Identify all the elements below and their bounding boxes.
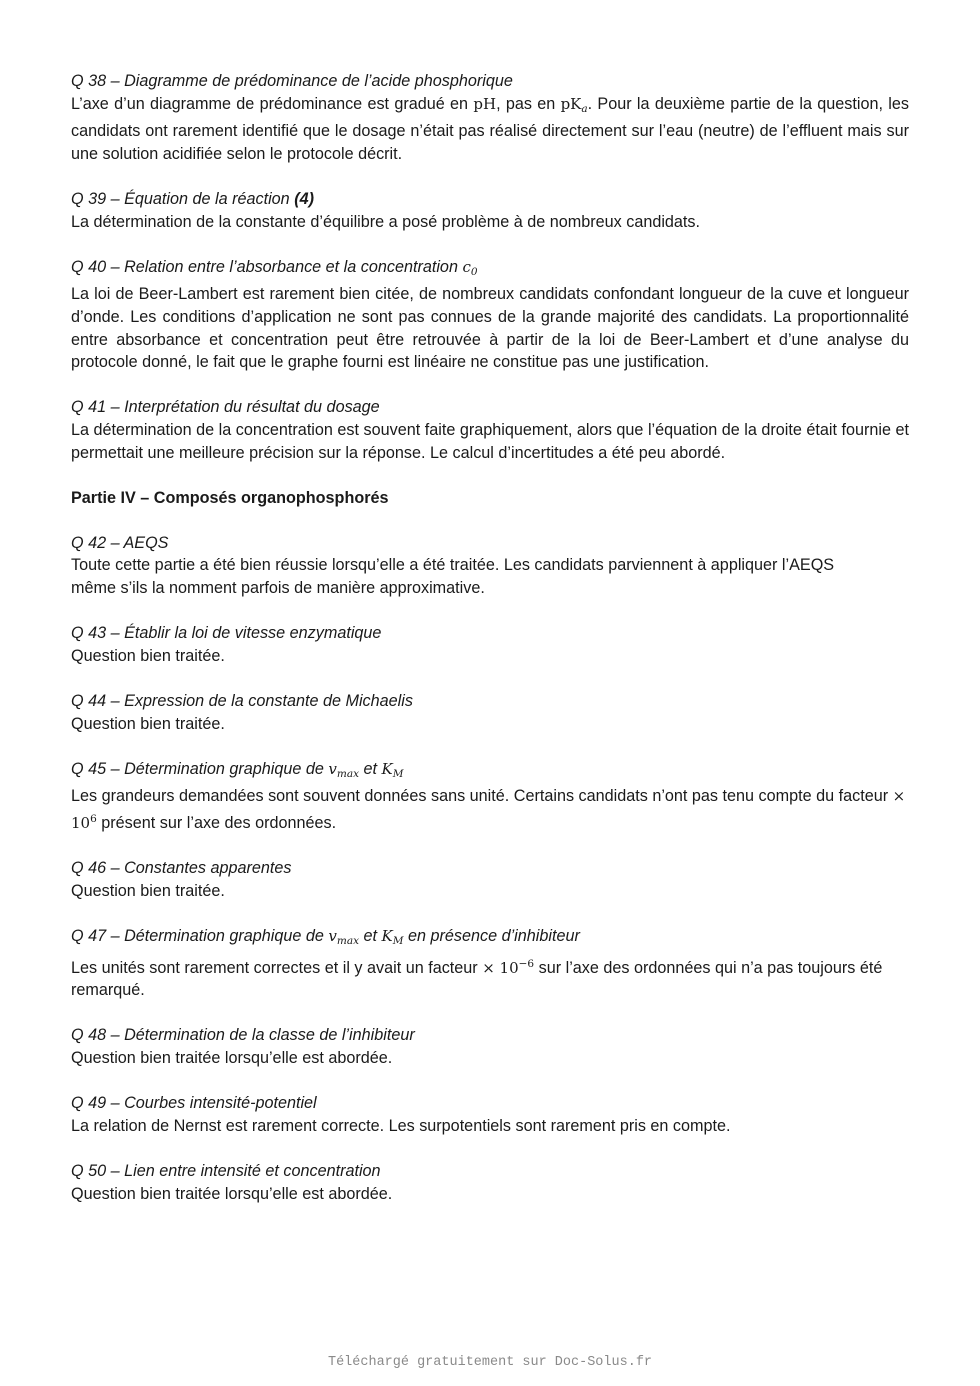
question-body-q42: Toute cette partie a été bien réussie lorsqu’elle a été traitée. Les candidats parviennent à appliquer l’AEQS même s’ils la nomment parfois de manière approximative. — [71, 556, 835, 598]
title-text: Q 39 – Équation de la réaction — [71, 189, 295, 208]
math-km-sub: M — [392, 934, 404, 947]
section-q45 — [71, 758, 909, 835]
question-title-q39 — [71, 188, 909, 211]
body-text: sur l’axe des ordonnées qui n’a pas toujours été remarqué. — [71, 958, 883, 1000]
math-km-base: K — [381, 759, 393, 778]
body-text: L’axe d’un diagramme de prédominance est gradué en — [71, 94, 474, 113]
math-factor — [482, 959, 534, 977]
question-body-q38 — [71, 93, 909, 166]
title-text: en présence d’inhibiteur — [403, 926, 580, 945]
question-title-q45 — [71, 758, 909, 786]
math-c0 — [462, 258, 477, 276]
question-body-q48: Question bien traitée lorsqu’elle est abordée. — [71, 1048, 393, 1067]
math-factor-exp: 6 — [90, 813, 97, 825]
math-km — [382, 760, 404, 778]
question-body-q43: Question bien traitée. — [71, 646, 225, 665]
math-km-sub: M — [392, 767, 404, 780]
math-pka-base: pK — [560, 94, 582, 113]
section-q39 — [71, 188, 909, 233]
question-body-q40: La loi de Beer-Lambert est rarement bien citée, de nombreux candidats confondant longueur de la cuve et longueur d’onde. Les conditions d’application ne sont pas connues de la grande majorité des candidats. La proportionnalité entre absorbance et concentration peut être retrouvée à partir de la loi de Beer-Lambert et d’une analyse du protocole donné, le fait que le graphe fourni est linéaire ne constitue pas une justification. — [71, 285, 909, 372]
title-text: Q 40 – Relation entre l’absorbance et la concentration — [71, 257, 463, 276]
section-q47 — [71, 925, 909, 1002]
math-vmax-sub: max — [336, 934, 359, 947]
math-vmax-sub: max — [336, 767, 359, 780]
math-factor-base: × 10 — [71, 787, 906, 832]
title-text: Q 45 – Détermination graphique de — [71, 759, 329, 778]
question-title-q50: Q 50 – Lien entre intensité et concentration — [71, 1161, 381, 1180]
question-body-q41: La détermination de la concentration est souvent faite graphiquement, alors que l’équation de la droite était fournie et permettait une meilleure précision sur la réponse. Le calcul d’incertitudes a été peu abordé. — [71, 420, 909, 462]
section-q38 — [71, 70, 909, 165]
question-body-q44: Question bien traitée. — [71, 714, 225, 733]
question-body-q46: Question bien traitée. — [71, 881, 225, 900]
math-vmax — [328, 760, 359, 778]
math-ph — [473, 95, 496, 113]
body-text: , pas en — [496, 94, 561, 113]
section-q44 — [71, 690, 909, 735]
part-iv-heading: Partie IV – Composés organophosphorés — [71, 488, 389, 507]
math-pka — [561, 95, 588, 113]
math-c0-base: c — [462, 257, 471, 276]
body-text: Les grandeurs demandées sont souvent données sans unité. Certains candidats n’ont pas tenu compte du facteur — [71, 787, 893, 806]
question-title-q44: Q 44 – Expression de la constante de Michaelis — [71, 692, 413, 711]
title-text: et — [359, 759, 382, 778]
section-q50 — [71, 1160, 909, 1205]
question-title-q42: Q 42 – AEQS — [71, 533, 169, 552]
body-text: . Pour la deuxième partie de la question, les candidats ont rarement identifié que le dosage n’était pas réalisé directement sur l’eau (neutre) de l’effluent mais sur une solution acidifiée selon le protocole décrit. — [71, 94, 909, 163]
reaction-number: (4) — [294, 189, 314, 208]
question-title-q47 — [71, 925, 909, 953]
math-factor-base: × 10 — [482, 958, 519, 977]
math-ph-text: pH — [473, 94, 497, 113]
section-q41 — [71, 396, 909, 464]
question-body-q49: La relation de Nernst est rarement correcte. Les surpotentiels sont rarement pris en compte. — [71, 1116, 731, 1135]
question-body-q39: La détermination de la constante d’équilibre a posé problème à de nombreux candidats. — [71, 212, 701, 231]
question-title-q41: Q 41 – Interprétation du résultat du dosage — [71, 398, 380, 417]
math-vmax-base: v — [328, 759, 337, 778]
question-title-q40 — [71, 256, 909, 284]
title-text: et — [359, 926, 382, 945]
section-q49 — [71, 1092, 909, 1137]
body-text: Les unités sont rarement correctes et il y avait un facteur — [71, 958, 483, 977]
section-q42 — [71, 532, 909, 600]
section-q48 — [71, 1024, 909, 1069]
question-body-q47 — [71, 953, 886, 1002]
body-text: présent sur l’axe des ordonnées. — [96, 814, 337, 832]
section-q40 — [71, 256, 909, 374]
question-body-q50: Question bien traitée lorsqu’elle est abordée. — [71, 1184, 393, 1203]
question-title-q46: Q 46 – Constantes apparentes — [71, 859, 292, 878]
document-page — [71, 70, 909, 1228]
question-title-q48: Q 48 – Détermination de la classe de l’inhibiteur — [71, 1026, 415, 1045]
question-body-q45 — [71, 785, 909, 834]
math-km-base: K — [381, 926, 393, 945]
question-title-q49: Q 49 – Courbes intensité-potentiel — [71, 1094, 317, 1113]
footer-watermark: Téléchargé gratuitement sur Doc-Solus.fr — [327, 1355, 653, 1370]
section-q46 — [71, 857, 909, 902]
math-c0-sub: 0 — [470, 265, 478, 278]
math-pka-sub: a — [581, 102, 588, 115]
math-km — [382, 927, 404, 945]
title-text: Q 47 – Détermination graphique de — [71, 926, 329, 945]
question-title-q38: Q 38 – Diagramme de prédominance de l’acide phosphorique — [71, 72, 513, 90]
math-vmax-base: v — [328, 926, 337, 945]
math-vmax — [328, 927, 359, 945]
question-title-q43: Q 43 – Établir la loi de vitesse enzymatique — [71, 624, 382, 643]
math-factor-exp: −6 — [518, 957, 535, 970]
section-q43 — [71, 622, 909, 667]
